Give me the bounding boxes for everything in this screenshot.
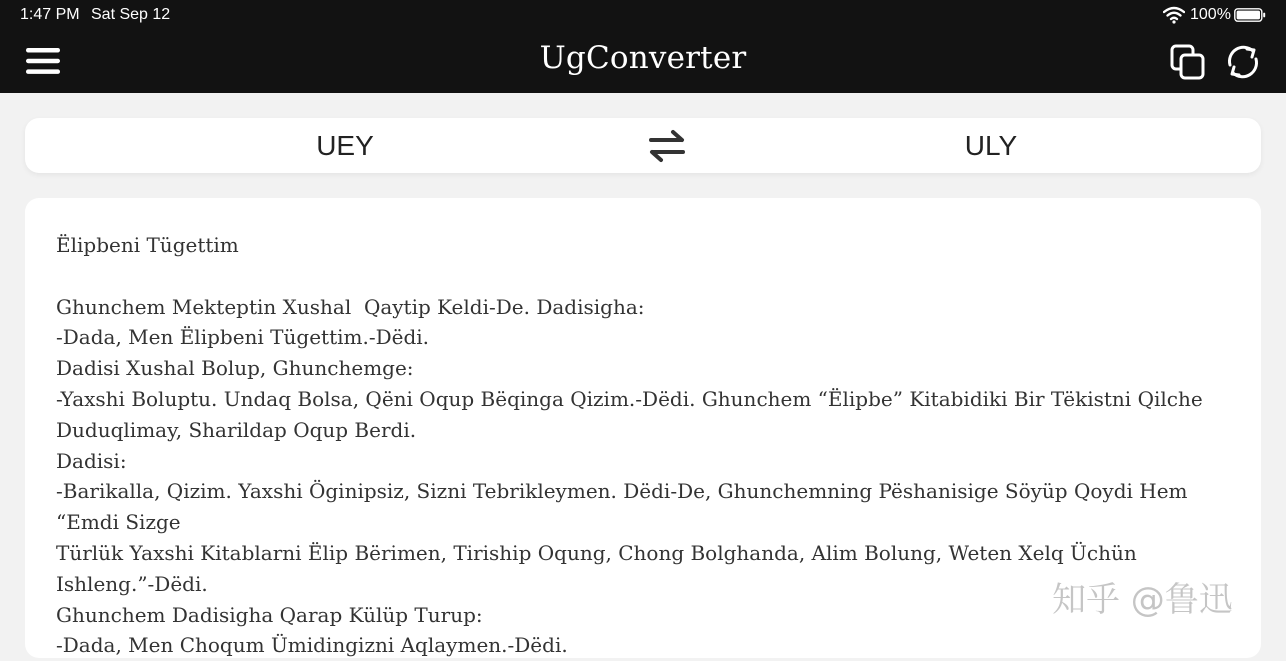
watermark: 知乎 @鲁迅 (1052, 580, 1233, 620)
converted-text[interactable]: Ëlipbeni Tügettim Ghunchem Mekteptin Xushal Qaytip Keldi-De. Dadisigha: -Dada, Men Ëlipbeni Tügettim.-Dëdi. Dadisi Xushal Bolup, Ghunchemge: -Yaxshi Boluptu. Undaq Bolsa, Qëni Oqup Bëqinga Qizim.-Dëdi. Ghunchem “Ëlipbe” Kitabidiki Bir Tëkistni Qilche Duduqlimay, Sharildap Oqup Berdi. Dadisi: -Barikalla, Qizim. Yaxshi Öginipsiz, Sizni Tebrikleymen. Dëdi-De, Ghunchemning Pëshanisige Söyüp Qoydi Hem “Emdi Sizge Türlük Yaxshi Kitablarni Ëlip Bërimen, Tiriship Oqung, Chong Bolghanda, Alim Bolung, Weten Xelq Üchün Ishleng.”-Dëdi. Ghunchem Dadisigha Qarap Külüp Turup: -Dada, Men Choqum Ümidingizni Aqlaymen.-Dëdi. (56, 233, 1203, 658)
copy-icon[interactable] (1169, 43, 1207, 81)
wifi-icon (1163, 6, 1185, 24)
battery-icon (1234, 8, 1266, 22)
source-language-button[interactable]: UEY (316, 130, 374, 161)
navigation-bar (0, 30, 1286, 93)
language-switcher (25, 118, 1261, 173)
target-language-button[interactable]: ULY (964, 130, 1018, 161)
swap-arrows-icon[interactable] (647, 128, 687, 164)
status-time: 1:47 PM (20, 6, 80, 23)
app-title: UgConverter (539, 40, 747, 76)
status-bar (0, 0, 1286, 30)
refresh-icon[interactable] (1224, 43, 1262, 81)
battery-percent: 100% (1190, 6, 1231, 23)
status-date: Sat Sep 12 (91, 6, 171, 23)
